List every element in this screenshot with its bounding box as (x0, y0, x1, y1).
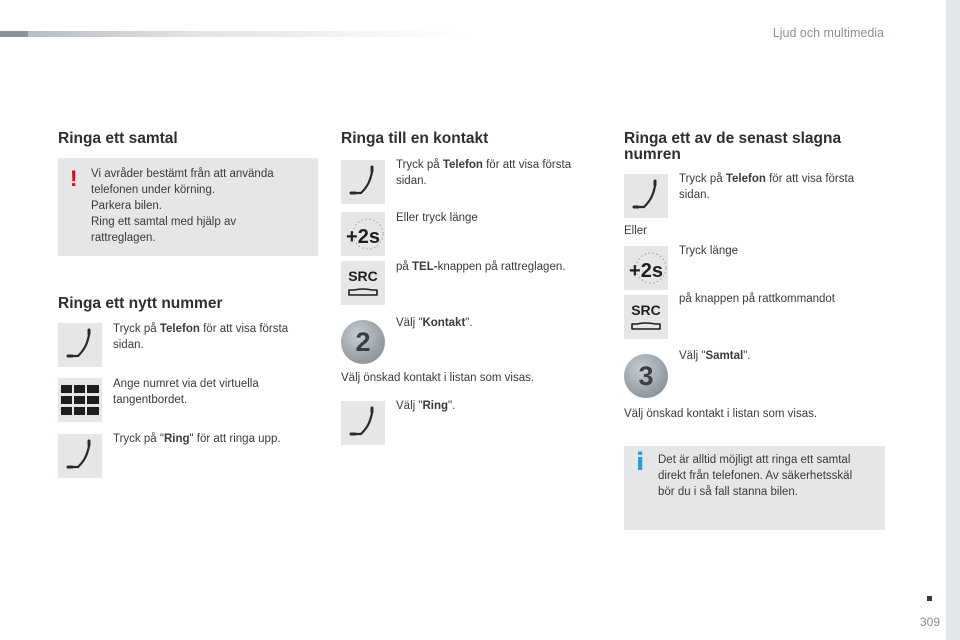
phone-tile-ring (341, 401, 385, 445)
col1-step1-line1: Tryck på Telefon för att visa första (113, 323, 289, 335)
long-press-label: +2s (629, 260, 663, 282)
warning-text-1: Vi avråder bestämt från att använda (91, 168, 274, 180)
info-text-2: direkt från telefonen. Av säkerhetsskäl (658, 470, 853, 482)
col3-a-line1: Tryck på Telefon för att visa första (679, 173, 855, 185)
col1-step1-line2: sidan. (113, 339, 144, 351)
header-rule (0, 31, 470, 37)
src-label: SRC (348, 268, 378, 284)
section-title: Ljud och multimedia (772, 26, 884, 40)
phone-tile (58, 323, 102, 367)
page-number: 309 (919, 615, 940, 629)
phone-tile-ring (58, 434, 102, 478)
step-badge-2: 2 (341, 320, 385, 364)
src-tile (624, 295, 668, 339)
warning-text-4: Ring ett samtal med hjälp av (91, 216, 237, 228)
phone-icon (58, 434, 102, 478)
long-press-icon (341, 212, 385, 256)
warning-text-2: telefonen under körning. (91, 184, 216, 196)
phone-icon (624, 174, 668, 218)
phone-icon (341, 160, 385, 204)
col3-d-text: Välj "Samtal". (679, 350, 751, 362)
col3-c-text: på knappen på rattkommandot (679, 293, 835, 305)
col3-b-text: Tryck länge (679, 245, 739, 257)
phone-icon (58, 323, 102, 367)
long-press-label: +2s (346, 226, 380, 248)
phone-icon (341, 401, 385, 445)
header-rule-accent (0, 31, 28, 37)
step-badge-3: 3 (624, 354, 668, 398)
col1-step2-line1: Ange numret via det virtuella (113, 378, 259, 390)
src-tile (341, 261, 385, 305)
warning-text-5: rattreglagen. (91, 232, 156, 244)
info-text-3: bör du i så fall stanna bilen. (658, 486, 799, 498)
col3-a-line2: sidan. (679, 189, 710, 201)
src-label: SRC (631, 302, 661, 318)
info-icon: i (636, 448, 645, 476)
phone-tile (341, 160, 385, 204)
col3-e-text: Välj önskad kontakt i listan som visas. (624, 408, 818, 420)
col1-step3: Tryck på "Ring" för att ringa upp. (113, 433, 281, 445)
page-marker (927, 596, 932, 601)
src-button-icon (341, 261, 385, 305)
col2-e-text: Välj önskad kontakt i listan som visas. (341, 372, 535, 384)
col2-d-text: Välj "Kontakt". (396, 317, 473, 329)
warning-text-3: Parkera bilen. (91, 200, 162, 212)
col2-f-text: Välj "Ring". (396, 400, 456, 412)
heading-ringa-ett-samtal: Ringa ett samtal (58, 130, 178, 147)
heading-senast-slagna-line2: numren (624, 146, 681, 163)
long-press-tile (341, 212, 385, 256)
heading-ringa-till-en-kontakt: Ringa till en kontakt (341, 130, 489, 147)
info-text-1: Det är alltid möjligt att ringa ett samtal (658, 454, 851, 466)
col2-a-line2: sidan. (396, 175, 427, 187)
col1-step2-line2: tangentbordet. (113, 394, 188, 406)
phone-tile (624, 174, 668, 218)
col2-c-text: på TEL-knappen på rattreglagen. (396, 261, 566, 273)
col3-or-text: Eller (624, 225, 648, 237)
page-edge-band (946, 0, 960, 640)
col2-a-line1: Tryck på Telefon för att visa första (396, 159, 572, 171)
keypad-tile (58, 378, 102, 422)
heading-senast-slagna-line1: Ringa ett av de senast slagna (624, 130, 842, 147)
heading-ringa-ett-nytt-nummer: Ringa ett nytt nummer (58, 295, 223, 312)
keypad-icon (58, 378, 102, 422)
long-press-tile (624, 246, 668, 290)
src-button-icon (624, 295, 668, 339)
warning-icon: ! (70, 166, 78, 191)
col2-b-text: Eller tryck länge (396, 212, 478, 224)
long-press-icon (624, 246, 668, 290)
